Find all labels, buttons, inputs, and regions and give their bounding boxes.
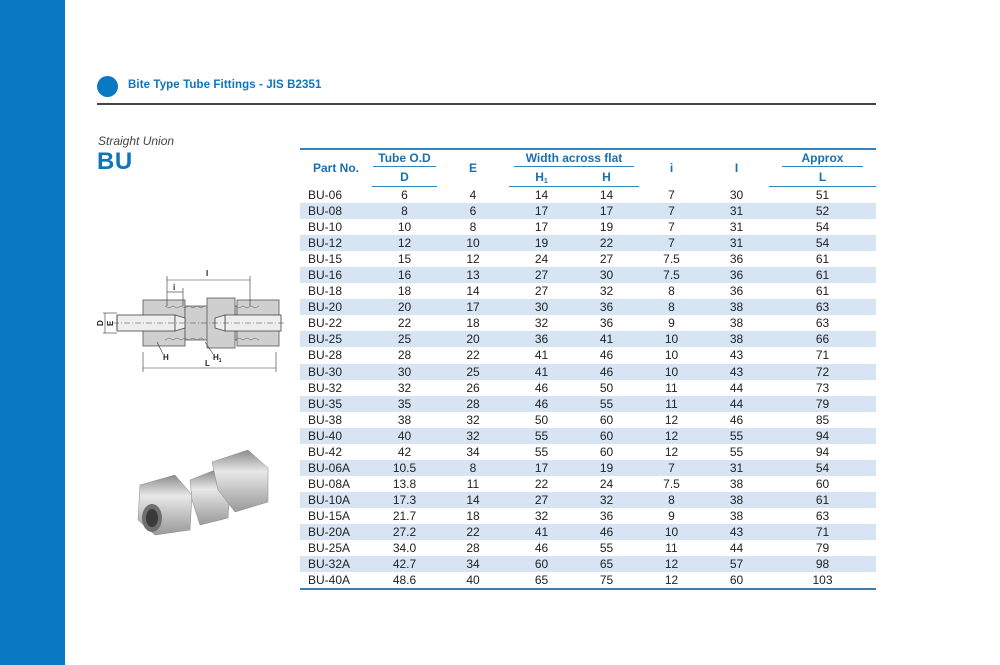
spec-table bbox=[300, 148, 876, 590]
cell-h1: 19 bbox=[509, 235, 574, 251]
cell-e: 34 bbox=[466, 444, 480, 459]
cell-h1: 50 bbox=[534, 412, 549, 427]
cell-e: 13 bbox=[437, 267, 509, 283]
cell-part-no: BU-15A bbox=[308, 508, 351, 523]
col-header-H: H bbox=[574, 168, 639, 187]
cell-l-upper: 36 bbox=[704, 267, 769, 283]
table-row bbox=[300, 219, 876, 235]
col-header-H1: $H_1$ bbox=[509, 168, 574, 187]
cell-part-no: BU-20A bbox=[300, 524, 372, 540]
cell-h: 46 bbox=[599, 348, 614, 363]
col-header-D: D bbox=[372, 168, 437, 187]
cell-approx-l: 63 bbox=[815, 316, 830, 331]
cell-h: 36 bbox=[599, 316, 614, 331]
table-row bbox=[300, 444, 876, 460]
cell-i: 7 bbox=[668, 220, 675, 235]
cell-e: 17 bbox=[437, 299, 509, 315]
cell-h: 27 bbox=[599, 252, 614, 267]
cell-approx-l: 66 bbox=[769, 331, 876, 347]
cell-e: 18 bbox=[466, 316, 480, 331]
cell-tube-od-d: 6 bbox=[401, 188, 408, 203]
cell-tube-od-d: 38 bbox=[397, 412, 412, 427]
cell-e: 28 bbox=[466, 541, 480, 556]
section-bullet-icon bbox=[97, 76, 118, 97]
cell-approx-l: 60 bbox=[815, 476, 830, 491]
cell-h1: 46 bbox=[534, 541, 549, 556]
cell-tube-od-d: 15 bbox=[397, 252, 412, 267]
cell-i: 11 bbox=[665, 380, 678, 395]
cell-tube-od-d: 22 bbox=[397, 316, 412, 331]
cell-tube-od-d: 18 bbox=[397, 284, 412, 299]
table-row bbox=[300, 428, 876, 444]
cell-h: 19 bbox=[599, 220, 614, 235]
cell-h: 32 bbox=[574, 492, 639, 508]
cell-i: 9 bbox=[668, 508, 675, 523]
cell-part-no: BU-16 bbox=[300, 267, 372, 283]
col-header-L: L bbox=[769, 168, 876, 187]
cell-h1: 27 bbox=[509, 267, 574, 283]
cell-h1: 36 bbox=[509, 331, 574, 347]
dim-label-L: L bbox=[205, 359, 210, 368]
cell-h1: 46 bbox=[534, 380, 549, 395]
cell-h1: 17 bbox=[509, 203, 574, 219]
cell-e: 28 bbox=[437, 396, 509, 412]
dim-label-E: E bbox=[106, 320, 115, 326]
dim-label-H1: $H_1$ bbox=[213, 353, 222, 364]
cell-approx-l: 103 bbox=[769, 572, 876, 589]
cell-approx-l: 63 bbox=[815, 508, 830, 523]
cell-l-upper: 57 bbox=[704, 556, 769, 572]
cell-h: 46 bbox=[574, 364, 639, 380]
cell-tube-od-d: 13.8 bbox=[392, 476, 417, 491]
cell-tube-od-d: 28 bbox=[397, 348, 412, 363]
cell-h1: 27 bbox=[509, 492, 574, 508]
table-row bbox=[300, 331, 876, 347]
cell-part-no: BU-06 bbox=[308, 187, 343, 202]
table-row bbox=[300, 364, 876, 380]
cell-h1: 55 bbox=[509, 428, 574, 444]
cell-approx-l: 72 bbox=[769, 364, 876, 380]
table-row bbox=[300, 203, 876, 219]
table-row bbox=[300, 572, 876, 589]
cell-h: 60 bbox=[599, 412, 614, 427]
cell-part-no: BU-38 bbox=[308, 412, 343, 427]
cell-i: 7 bbox=[668, 187, 675, 202]
cell-i: 7.5 bbox=[663, 476, 680, 491]
cell-i: 10 bbox=[664, 348, 679, 363]
cell-h: 36 bbox=[574, 299, 639, 315]
cell-i: 12 bbox=[639, 556, 704, 572]
cell-l-upper: 38 bbox=[704, 299, 769, 315]
cell-part-no: BU-10 bbox=[308, 220, 343, 235]
table-row bbox=[300, 187, 876, 204]
cell-i: 10 bbox=[639, 331, 704, 347]
cell-approx-l: 71 bbox=[815, 348, 830, 363]
cell-e: 22 bbox=[466, 348, 480, 363]
cell-tube-od-d: 40 bbox=[372, 428, 437, 444]
cell-i: 11 bbox=[665, 541, 678, 556]
cell-tube-od-d: 8 bbox=[372, 203, 437, 219]
cell-l-upper: 43 bbox=[704, 524, 769, 540]
cell-approx-l: 71 bbox=[769, 524, 876, 540]
cell-approx-l: 51 bbox=[815, 188, 830, 203]
cell-h1: 17 bbox=[534, 220, 549, 235]
cell-h: 55 bbox=[599, 541, 614, 556]
cell-h: 22 bbox=[574, 235, 639, 251]
cell-l-upper: 46 bbox=[729, 412, 744, 427]
cell-e: 22 bbox=[437, 524, 509, 540]
cell-tube-od-d: 48.6 bbox=[372, 572, 437, 589]
cell-h1: 41 bbox=[509, 364, 574, 380]
cell-e: 32 bbox=[437, 428, 509, 444]
col-header-tube-od: Tube O.D bbox=[372, 149, 437, 168]
cell-l-upper: 31 bbox=[704, 235, 769, 251]
cell-approx-l: 94 bbox=[815, 444, 830, 459]
table-row bbox=[300, 540, 876, 556]
cell-i: 8 bbox=[668, 284, 675, 299]
cell-e: 10 bbox=[437, 235, 509, 251]
cell-h1: 27 bbox=[534, 284, 549, 299]
table-row bbox=[300, 347, 876, 363]
cell-i: 8 bbox=[639, 492, 704, 508]
cell-i: 8 bbox=[639, 299, 704, 315]
cell-tube-od-d: 35 bbox=[372, 396, 437, 412]
cell-e: 25 bbox=[437, 364, 509, 380]
cell-i: 7.5 bbox=[663, 252, 680, 267]
cell-h: 60 bbox=[599, 444, 614, 459]
cell-l-upper: 55 bbox=[704, 428, 769, 444]
cell-e: 14 bbox=[466, 284, 480, 299]
product-subtitle: Straight Union bbox=[98, 134, 175, 148]
cell-tube-od-d: 10.5 bbox=[372, 460, 437, 476]
cell-h: 24 bbox=[599, 476, 614, 491]
header-divider bbox=[97, 103, 876, 105]
cell-approx-l: 61 bbox=[769, 267, 876, 283]
cell-h1: 17 bbox=[509, 460, 574, 476]
table-row bbox=[300, 492, 876, 508]
table-row bbox=[300, 476, 876, 492]
cross-section-diagram bbox=[95, 262, 285, 374]
brand-sidebar-bar bbox=[0, 0, 65, 665]
cell-tube-od-d: 16 bbox=[372, 267, 437, 283]
cell-i: 12 bbox=[664, 444, 679, 459]
cell-part-no: BU-08 bbox=[300, 203, 372, 219]
col-header-E: E bbox=[437, 149, 509, 187]
cell-h: 75 bbox=[574, 572, 639, 589]
cell-tube-od-d: 10 bbox=[397, 220, 412, 235]
cell-i: 12 bbox=[639, 428, 704, 444]
cell-h1: 32 bbox=[534, 316, 549, 331]
cell-h1: 41 bbox=[509, 524, 574, 540]
cell-approx-l: 61 bbox=[769, 492, 876, 508]
cell-tube-od-d: 30 bbox=[372, 364, 437, 380]
cell-h1: 14 bbox=[534, 188, 549, 203]
cell-part-no: BU-35 bbox=[300, 396, 372, 412]
cell-l-upper: 36 bbox=[729, 284, 744, 299]
cell-h: 55 bbox=[574, 396, 639, 412]
cell-part-no: BU-28 bbox=[308, 348, 343, 363]
cell-part-no: BU-42 bbox=[308, 444, 343, 459]
cell-h: 41 bbox=[574, 331, 639, 347]
cell-h1: 30 bbox=[509, 299, 574, 315]
col-header-I: I bbox=[704, 149, 769, 187]
table-row bbox=[300, 460, 876, 476]
dim-label-I: I bbox=[206, 269, 209, 278]
cell-h1: 32 bbox=[534, 508, 549, 523]
cell-l-upper: 38 bbox=[704, 492, 769, 508]
cell-part-no: BU-25A bbox=[308, 541, 351, 556]
cell-h1: 24 bbox=[534, 252, 549, 267]
cell-tube-od-d: 42.7 bbox=[372, 556, 437, 572]
cell-l-upper: 38 bbox=[729, 508, 744, 523]
cell-l-upper: 43 bbox=[704, 364, 769, 380]
cell-e: 4 bbox=[469, 187, 477, 202]
cell-l-upper: 55 bbox=[729, 444, 744, 459]
cell-i: 7 bbox=[639, 460, 704, 476]
cell-approx-l: 61 bbox=[815, 252, 830, 267]
cell-e: 11 bbox=[466, 476, 480, 491]
table-row bbox=[300, 251, 876, 267]
cell-tube-od-d: 32 bbox=[397, 380, 412, 395]
cell-e: 40 bbox=[437, 572, 509, 589]
cell-i: 7 bbox=[639, 203, 704, 219]
cell-h1: 46 bbox=[509, 396, 574, 412]
table-row bbox=[300, 380, 876, 396]
cell-part-no: BU-06A bbox=[300, 460, 372, 476]
cell-l-upper: 31 bbox=[704, 203, 769, 219]
cell-h: 30 bbox=[574, 267, 639, 283]
cell-i: 12 bbox=[664, 412, 679, 427]
cell-tube-od-d: 25 bbox=[372, 331, 437, 347]
cell-i: 10 bbox=[639, 524, 704, 540]
cell-approx-l: 63 bbox=[769, 299, 876, 315]
cell-l-upper: 43 bbox=[729, 348, 744, 363]
cell-i: 11 bbox=[639, 396, 704, 412]
cell-h: 14 bbox=[599, 188, 614, 203]
dim-label-i: i bbox=[173, 283, 176, 292]
cell-approx-l: 54 bbox=[815, 220, 830, 235]
dim-label-H: H bbox=[163, 353, 169, 362]
cell-approx-l: 54 bbox=[769, 235, 876, 251]
cell-part-no: BU-20 bbox=[300, 299, 372, 315]
cell-tube-od-d: 17.3 bbox=[372, 492, 437, 508]
cell-i: 9 bbox=[668, 316, 675, 331]
cell-l-upper: 44 bbox=[729, 380, 744, 395]
cell-e: 14 bbox=[437, 492, 509, 508]
dim-label-D: D bbox=[96, 320, 105, 326]
cell-approx-l: 79 bbox=[815, 541, 830, 556]
cell-h: 65 bbox=[574, 556, 639, 572]
cell-i: 7 bbox=[639, 235, 704, 251]
cell-e: 12 bbox=[466, 252, 480, 267]
cell-approx-l: 54 bbox=[769, 460, 876, 476]
cell-i: 7.5 bbox=[639, 267, 704, 283]
cell-part-no: BU-22 bbox=[308, 316, 343, 331]
cell-e: 32 bbox=[466, 412, 480, 427]
cell-tube-od-d: 27.2 bbox=[372, 524, 437, 540]
cell-part-no: BU-25 bbox=[300, 331, 372, 347]
cell-h: 32 bbox=[599, 284, 614, 299]
cell-part-no: BU-10A bbox=[300, 492, 372, 508]
cell-e: 6 bbox=[437, 203, 509, 219]
cell-l-upper: 44 bbox=[729, 541, 744, 556]
cell-tube-od-d: 42 bbox=[397, 444, 412, 459]
cell-l-upper: 44 bbox=[704, 396, 769, 412]
cell-h: 17 bbox=[574, 203, 639, 219]
table-row bbox=[300, 524, 876, 540]
cell-l-upper: 60 bbox=[704, 572, 769, 589]
table-row bbox=[300, 396, 876, 412]
cell-h: 19 bbox=[574, 460, 639, 476]
cell-h: 36 bbox=[599, 508, 614, 523]
cell-part-no: BU-40A bbox=[300, 572, 372, 589]
cell-l-upper: 31 bbox=[704, 460, 769, 476]
cell-l-upper: 38 bbox=[729, 476, 744, 491]
table-row bbox=[300, 508, 876, 524]
section-title: Bite Type Tube Fittings - JIS B2351 bbox=[128, 79, 322, 91]
col-header-width-across-flat: Width across flat bbox=[509, 149, 639, 168]
table-row bbox=[300, 283, 876, 299]
cell-l-upper: 30 bbox=[729, 187, 744, 202]
table-row bbox=[300, 235, 876, 251]
cell-e: 8 bbox=[469, 220, 477, 235]
cell-approx-l: 52 bbox=[769, 203, 876, 219]
cell-part-no: BU-32A bbox=[300, 556, 372, 572]
cell-e: 34 bbox=[437, 556, 509, 572]
union-nut-left bbox=[138, 475, 192, 535]
cell-l-upper: 36 bbox=[729, 252, 744, 267]
cell-e: 18 bbox=[466, 508, 480, 523]
product-photo bbox=[130, 440, 275, 540]
cell-approx-l: 61 bbox=[815, 284, 830, 299]
cell-h: 60 bbox=[574, 428, 639, 444]
cell-part-no: BU-30 bbox=[300, 364, 372, 380]
cell-part-no: BU-08A bbox=[308, 476, 351, 491]
cell-tube-od-d: 34.0 bbox=[392, 541, 417, 556]
cell-tube-od-d: 20 bbox=[372, 299, 437, 315]
cell-approx-l: 73 bbox=[815, 380, 830, 395]
cell-e: 8 bbox=[437, 460, 509, 476]
col-header-part-no: Part No. bbox=[300, 149, 372, 187]
col-header-approx: Approx bbox=[769, 149, 876, 168]
col-header-i: i bbox=[639, 149, 704, 187]
cell-approx-l: 85 bbox=[815, 412, 830, 427]
cell-approx-l: 94 bbox=[769, 428, 876, 444]
cell-approx-l: 79 bbox=[769, 396, 876, 412]
cell-h: 50 bbox=[599, 380, 614, 395]
cell-l-upper: 38 bbox=[704, 331, 769, 347]
cell-tube-od-d: 21.7 bbox=[392, 508, 417, 523]
table-row bbox=[300, 299, 876, 315]
cell-h1: 65 bbox=[509, 572, 574, 589]
cell-i: 10 bbox=[639, 364, 704, 380]
cell-h1: 41 bbox=[534, 348, 549, 363]
cell-l-upper: 31 bbox=[729, 220, 744, 235]
cell-h1: 55 bbox=[534, 444, 549, 459]
cell-h1: 60 bbox=[509, 556, 574, 572]
cell-e: 26 bbox=[466, 380, 480, 395]
cell-part-no: BU-12 bbox=[300, 235, 372, 251]
cell-i: 12 bbox=[639, 572, 704, 589]
cell-l-upper: 38 bbox=[729, 316, 744, 331]
table-row bbox=[300, 267, 876, 283]
cell-part-no: BU-32 bbox=[308, 380, 343, 395]
table-row bbox=[300, 556, 876, 572]
cell-e: 20 bbox=[437, 331, 509, 347]
product-code: BU bbox=[97, 148, 133, 175]
cell-part-no: BU-15 bbox=[308, 252, 343, 267]
cell-part-no: BU-40 bbox=[300, 428, 372, 444]
cell-tube-od-d: 12 bbox=[372, 235, 437, 251]
cell-part-no: BU-18 bbox=[308, 284, 343, 299]
cell-h: 46 bbox=[574, 524, 639, 540]
table-row bbox=[300, 315, 876, 331]
cell-approx-l: 98 bbox=[769, 556, 876, 572]
cell-h1: 22 bbox=[534, 476, 549, 491]
table-row bbox=[300, 412, 876, 428]
